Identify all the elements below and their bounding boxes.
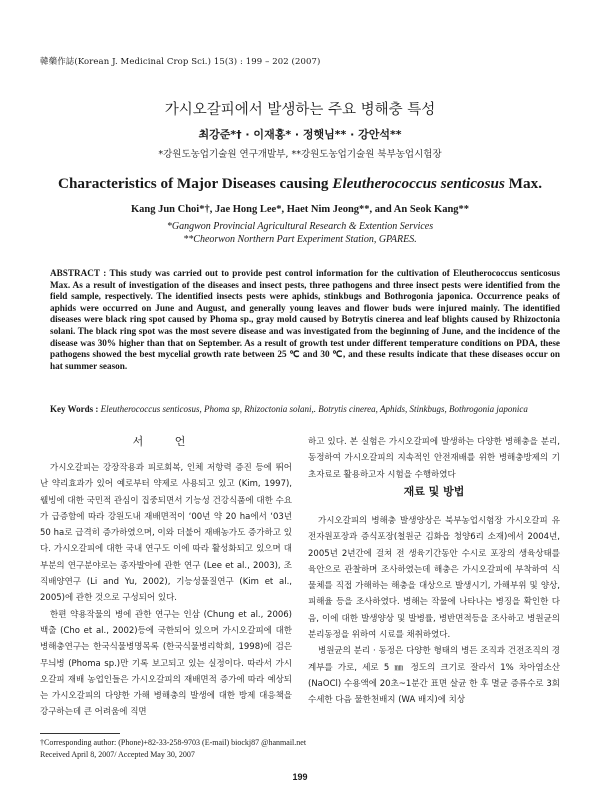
english-title-prefix: Characteristics of Major Diseases causing: [58, 175, 333, 192]
keywords-label: Key Words :: [50, 404, 101, 414]
abstract: [50, 268, 560, 372]
journal-citation: 韓藥作誌(Korean J. Medicinal Crop Sci.) 15(3) : 199 – 202 (2007): [40, 57, 321, 67]
section-heading-methods: 재료 및 방법: [403, 485, 465, 498]
english-title: [0, 175, 600, 193]
methods-paragraph-1: 가시오갈피의 병해충 발생양상은 북부농업시험장 가시오갈피 유전자원포장과 증식포장(철원군 김화읍 청양6리 소재)에서 2004년, 2005년 2년간에 걸쳐 전 생육기간동안 수시로 포장의 생육상태를 육안으로 관찰하며 조사하였는데 해충은 가시오갈피에 부착하여 식물체를 직접 가해하는 해충을 대상으로 발생시기, 가해부위 및 양상, 피해율 등을 조사하였다. 병해는 작물에 나타나는 병징을 확인한 다음, 이에 대한 발생양상 및 발병률, 병반면적등을 조사하고 병원균의 분리동정을 위하여 시료를 채취하였다.: [308, 516, 560, 641]
abstract-label: ABSTRACT :: [50, 268, 110, 278]
section-heading-introduction: 서 언: [132, 435, 200, 448]
right-column-continued: [308, 434, 560, 483]
received-accepted-dates: Received April 8, 2007/ Accepted May 30, 2007: [40, 750, 195, 759]
left-column: [40, 460, 292, 721]
intro-paragraph-3: 하고 있다. 본 실험은 가시오갈피에 발생하는 다양한 병해충을 분리, 동정하여 가시오갈피의 지속적인 안전재배를 위한 병해충방제의 기초자료로 활용하고자 시험을 수행하였다: [308, 437, 560, 480]
english-title-suffix: Max.: [504, 175, 542, 192]
abstract-text: This study was carried out to provide pest control information for the cultivation of Eleutherococcus senticosus Max. As a result of investigation of the diseases and insect pests, three pathogens and three insect pests were identified from the field sample, respectively. The identified insects pests were aphids, stinkbugs and Bothrogonia japonica. Occurrence peaks of aphids were occurred on June and August, and generally young leaves and flower buds were injured mainly. The identified diseases were black ring spot caused by Phoma sp., gray mold caused by Botrytis cinerea and leaf blights caused by Rhizoctonia solani. The black ring spot was the most severe disease and was investigated from the beginning of June, and the incidence of the disease was 30% higher than that on September. As a result of growth test under different temperature conditions on PDA, these pathogens showed the best mycelial growth rate between 25 ℃ and 30 ℃, and these results indicate that these diseases occur on hat summer season.: [50, 268, 560, 371]
english-affiliation-1: *Gangwon Provincial Agricultural Research & Extention Services: [166, 221, 434, 232]
footnote-divider: [40, 733, 120, 734]
footnote: [40, 737, 400, 761]
intro-paragraph-1: 가시오갈피는 강장작용과 피로회복, 인체 저항력 증진 등에 뛰어난 약리효과가 있어 예로부터 약제로 사용되고 있고 (Kim, 1997), 웰빙에 대한 국민적 관심이 집중되면서 기능성 건강식품에 대한 수요가 급증함에 따라 강원도내 재배면적이 ‘00년 약 20 ha에서 ‘03년 50 ha로 급격히 증가하였으며, 이와 더불어 재배농가도 증가하고 있다. 가시오갈피에 대한 국내 연구도 이에 따라 활성화되고 있으며 대부분의 연구분야로는 종자발아에 관한 연구 (Lee et al., 2003), 조직배양연구 (Li and Yu, 2002), 기능성물질연구 (Kim et al., 2005)에 관한 것으로 구성되어 있다.: [40, 463, 292, 604]
keywords-text: Eleutherococcus senticosus, Phoma sp, Rhizoctonia solani,. Botrytis cinerea, Aphids, Stinkbugs, Bothrogonia japonica: [100, 404, 528, 414]
english-title-species: Eleutherococcus senticosus: [332, 175, 505, 192]
page-number: 199: [292, 772, 308, 782]
korean-title: 가시오갈피에서 발생하는 주요 병해충 특성: [164, 102, 436, 118]
methods-paragraph-2: 병원균의 분리 · 동정은 다양한 형태의 병든 조직과 건전조직의 경계부를 가로, 세로 5 ㎜ 정도의 크기로 잘라서 1% 차아염소산 (NaOCl) 수용액에 20초~1분간 표면 살균 한 후 멸균 증류수로 3회 수세한 다음 물한천배지 (WA 배지)에 치상: [308, 646, 560, 706]
korean-affiliations: *강원도농업기술원 연구개발부, **강원도농업기술원 북부농업시험장: [158, 149, 442, 160]
intro-paragraph-2: 한편 약용작물의 병에 관한 연구는 인삼 (Chung et al., 2006) 백출 (Cho et al., 2002)등에 국한되어 있으며 가시오갈피에 대한 병해충연구는 한국식물병명목록 (한국식물병리학회, 1998)에 검은무늬병 (Phoma sp.)만 기록 보고되고 있는 실정이다. 따라서 가시오갈피 재배 농업인들은 가시오갈피의 재배면적 증가에 따라 예상되는 가시오갈피의 다양한 가해 병해충의 발생에 대한 방제 대응책을 강구하는데 큰 어려움에 직면: [40, 609, 292, 718]
corresponding-author: †Corresponding author: (Phone)+82-33-258-9703 (E-mail) biockj87 @hanmail.net: [40, 738, 307, 747]
english-authors: Kang Jun Choi*†, Jae Hong Lee*, Haet Nim Jeong**, and An Seok Kang**: [130, 204, 470, 215]
keywords: [50, 404, 560, 415]
english-affiliations: [0, 220, 600, 246]
korean-authors: 최강준*† · 이재홍* · 정햇님** · 강안석**: [198, 128, 402, 141]
right-column-methods: [308, 513, 560, 709]
english-affiliation-2: **Cheorwon Northern Part Experiment Station, GPARES.: [183, 234, 417, 245]
